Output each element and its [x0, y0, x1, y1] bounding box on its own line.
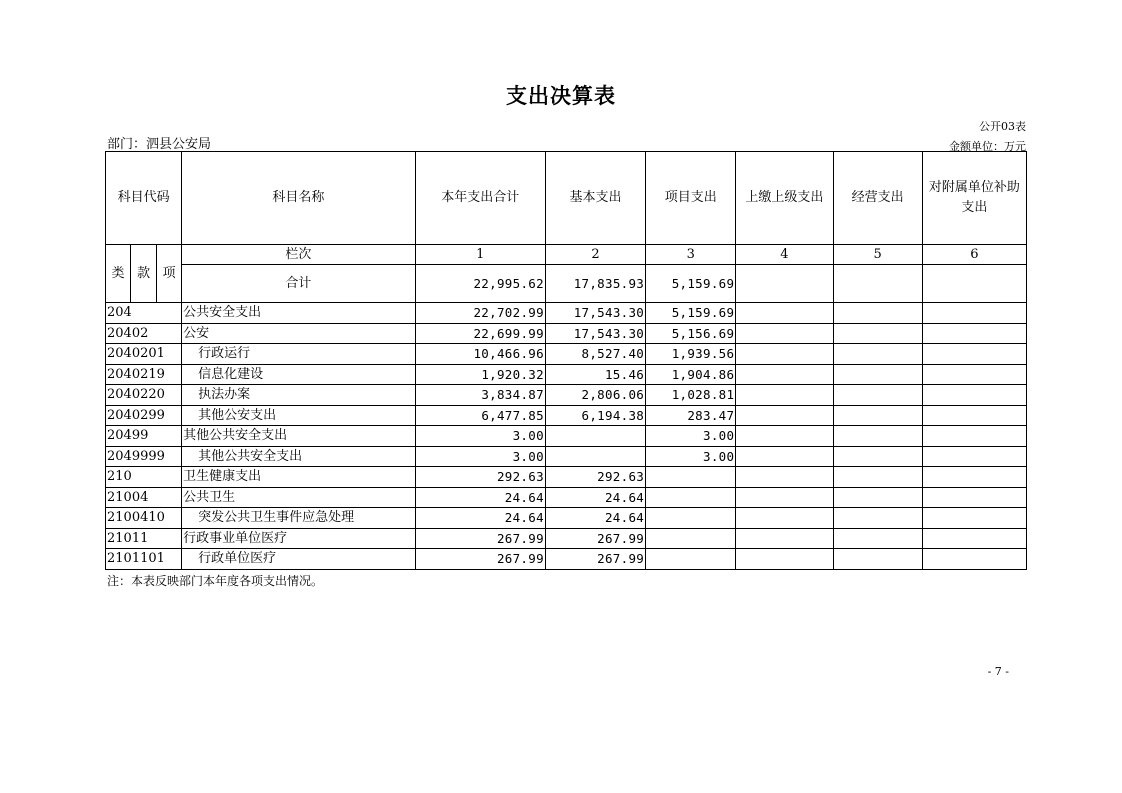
col-number-5: 5	[833, 245, 922, 265]
header-business: 经营支出	[833, 152, 922, 245]
table-note: 注：本表反映部门本年度各项支出情况。	[107, 574, 324, 588]
department-label: 部门：泗县公安局	[107, 137, 212, 152]
row-upper	[736, 344, 833, 365]
row-business	[833, 446, 922, 467]
row-project: 1,904.86	[646, 364, 736, 385]
total-row	[106, 265, 1027, 303]
row-project: 1,028.81	[646, 385, 736, 406]
row-name: 卫生健康支出	[182, 467, 415, 488]
row-code: 2101101	[106, 549, 182, 570]
row-basic: 8,527.40	[545, 344, 645, 365]
table-row	[106, 508, 1027, 529]
row-total: 24.64	[415, 508, 545, 529]
row-upper	[736, 446, 833, 467]
row-code: 2049999	[106, 446, 182, 467]
row-subsidy	[922, 446, 1026, 467]
row-business	[833, 508, 922, 529]
row-name: 行政单位医疗	[182, 549, 415, 570]
row-project: 283.47	[646, 405, 736, 426]
row-basic: 292.63	[545, 467, 645, 488]
table-row	[106, 549, 1027, 570]
row-name: 信息化建设	[182, 364, 415, 385]
row-total: 22,702.99	[415, 303, 545, 324]
row-project: 3.00	[646, 426, 736, 447]
header-kuan: 款	[131, 245, 157, 303]
row-upper	[736, 487, 833, 508]
row-basic: 24.64	[545, 487, 645, 508]
row-upper	[736, 508, 833, 529]
row-upper	[736, 426, 833, 447]
header-lei: 类	[106, 245, 131, 303]
row-code: 2040219	[106, 364, 182, 385]
col-number-1: 1	[415, 245, 545, 265]
row-code: 21011	[106, 528, 182, 549]
total-project: 5,159.69	[646, 265, 736, 303]
row-project	[646, 528, 736, 549]
total-subsidy	[922, 265, 1026, 303]
row-upper	[736, 303, 833, 324]
table-row	[106, 323, 1027, 344]
total-sum: 22,995.62	[415, 265, 545, 303]
amount-unit: 金额单位：万元	[949, 140, 1026, 153]
row-subsidy	[922, 323, 1026, 344]
row-code: 2040299	[106, 405, 182, 426]
row-total: 3,834.87	[415, 385, 545, 406]
header-project: 项目支出	[646, 152, 736, 245]
expenditure-table	[105, 151, 1027, 570]
row-code: 2040220	[106, 385, 182, 406]
row-name: 其他公共安全支出	[182, 426, 415, 447]
row-business	[833, 528, 922, 549]
table-row	[106, 303, 1027, 324]
column-number-row	[106, 245, 1027, 265]
row-subsidy	[922, 487, 1026, 508]
col-number-4: 4	[736, 245, 833, 265]
header-name: 科目名称	[182, 152, 415, 245]
row-project: 5,159.69	[646, 303, 736, 324]
row-project	[646, 467, 736, 488]
table-row	[106, 467, 1027, 488]
table-row	[106, 487, 1027, 508]
col-number-2: 2	[545, 245, 645, 265]
row-upper	[736, 467, 833, 488]
page-title: 支出决算表	[506, 84, 616, 108]
row-upper	[736, 549, 833, 570]
page-number: - 7 -	[987, 665, 1009, 678]
row-total: 24.64	[415, 487, 545, 508]
row-name: 公共安全支出	[182, 303, 415, 324]
row-name: 公安	[182, 323, 415, 344]
total-upper	[736, 265, 833, 303]
row-subsidy	[922, 303, 1026, 324]
row-name: 公共卫生	[182, 487, 415, 508]
row-project	[646, 508, 736, 529]
row-basic: 6,194.38	[545, 405, 645, 426]
row-subsidy	[922, 549, 1026, 570]
row-subsidy	[922, 405, 1026, 426]
row-subsidy	[922, 508, 1026, 529]
row-basic: 267.99	[545, 549, 645, 570]
row-business	[833, 344, 922, 365]
row-basic: 17,543.30	[545, 323, 645, 344]
header-xiang: 项	[157, 245, 182, 303]
header-total: 本年支出合计	[415, 152, 545, 245]
form-number: 公开03表	[979, 120, 1026, 133]
row-basic: 24.64	[545, 508, 645, 529]
col-number-6: 6	[922, 245, 1026, 265]
row-upper	[736, 405, 833, 426]
table-row	[106, 528, 1027, 549]
row-basic: 17,543.30	[545, 303, 645, 324]
header-lanci: 栏次	[182, 245, 415, 265]
row-code: 20402	[106, 323, 182, 344]
row-business	[833, 549, 922, 570]
row-subsidy	[922, 426, 1026, 447]
row-name: 其他公共安全支出	[182, 446, 415, 467]
row-code: 2040201	[106, 344, 182, 365]
row-total: 292.63	[415, 467, 545, 488]
row-total: 1,920.32	[415, 364, 545, 385]
row-project	[646, 487, 736, 508]
table-row	[106, 344, 1027, 365]
row-name: 行政事业单位医疗	[182, 528, 415, 549]
row-name: 突发公共卫生事件应急处理	[182, 508, 415, 529]
row-upper	[736, 528, 833, 549]
row-business	[833, 487, 922, 508]
row-project	[646, 549, 736, 570]
header-subsidy: 对附属单位补助支出	[922, 152, 1026, 245]
row-code: 2100410	[106, 508, 182, 529]
row-name: 行政运行	[182, 344, 415, 365]
table-row	[106, 385, 1027, 406]
row-total: 6,477.85	[415, 405, 545, 426]
row-name: 执法办案	[182, 385, 415, 406]
row-total: 267.99	[415, 528, 545, 549]
header-upper: 上缴上级支出	[736, 152, 833, 245]
header-code: 科目代码	[106, 152, 182, 245]
header-row	[106, 152, 1027, 245]
row-business	[833, 303, 922, 324]
row-upper	[736, 364, 833, 385]
row-upper	[736, 385, 833, 406]
row-basic: 2,806.06	[545, 385, 645, 406]
table-row	[106, 405, 1027, 426]
row-project: 3.00	[646, 446, 736, 467]
row-business	[833, 364, 922, 385]
row-subsidy	[922, 528, 1026, 549]
row-code: 20499	[106, 426, 182, 447]
row-total: 22,699.99	[415, 323, 545, 344]
row-basic: 15.46	[545, 364, 645, 385]
row-business	[833, 467, 922, 488]
row-basic	[545, 446, 645, 467]
row-basic	[545, 426, 645, 447]
row-basic: 267.99	[545, 528, 645, 549]
table-row	[106, 364, 1027, 385]
col-number-3: 3	[646, 245, 736, 265]
row-subsidy	[922, 467, 1026, 488]
row-project: 5,156.69	[646, 323, 736, 344]
row-total: 3.00	[415, 446, 545, 467]
total-basic: 17,835.93	[545, 265, 645, 303]
table-row	[106, 446, 1027, 467]
header-basic: 基本支出	[545, 152, 645, 245]
table-row	[106, 426, 1027, 447]
row-name: 其他公安支出	[182, 405, 415, 426]
row-code: 21004	[106, 487, 182, 508]
row-code: 204	[106, 303, 182, 324]
total-label: 合计	[182, 265, 415, 303]
row-upper	[736, 323, 833, 344]
row-business	[833, 323, 922, 344]
row-total: 10,466.96	[415, 344, 545, 365]
row-code: 210	[106, 467, 182, 488]
row-business	[833, 385, 922, 406]
row-total: 267.99	[415, 549, 545, 570]
row-subsidy	[922, 364, 1026, 385]
row-business	[833, 405, 922, 426]
row-project: 1,939.56	[646, 344, 736, 365]
row-subsidy	[922, 385, 1026, 406]
row-total: 3.00	[415, 426, 545, 447]
row-business	[833, 426, 922, 447]
total-business	[833, 265, 922, 303]
row-subsidy	[922, 344, 1026, 365]
